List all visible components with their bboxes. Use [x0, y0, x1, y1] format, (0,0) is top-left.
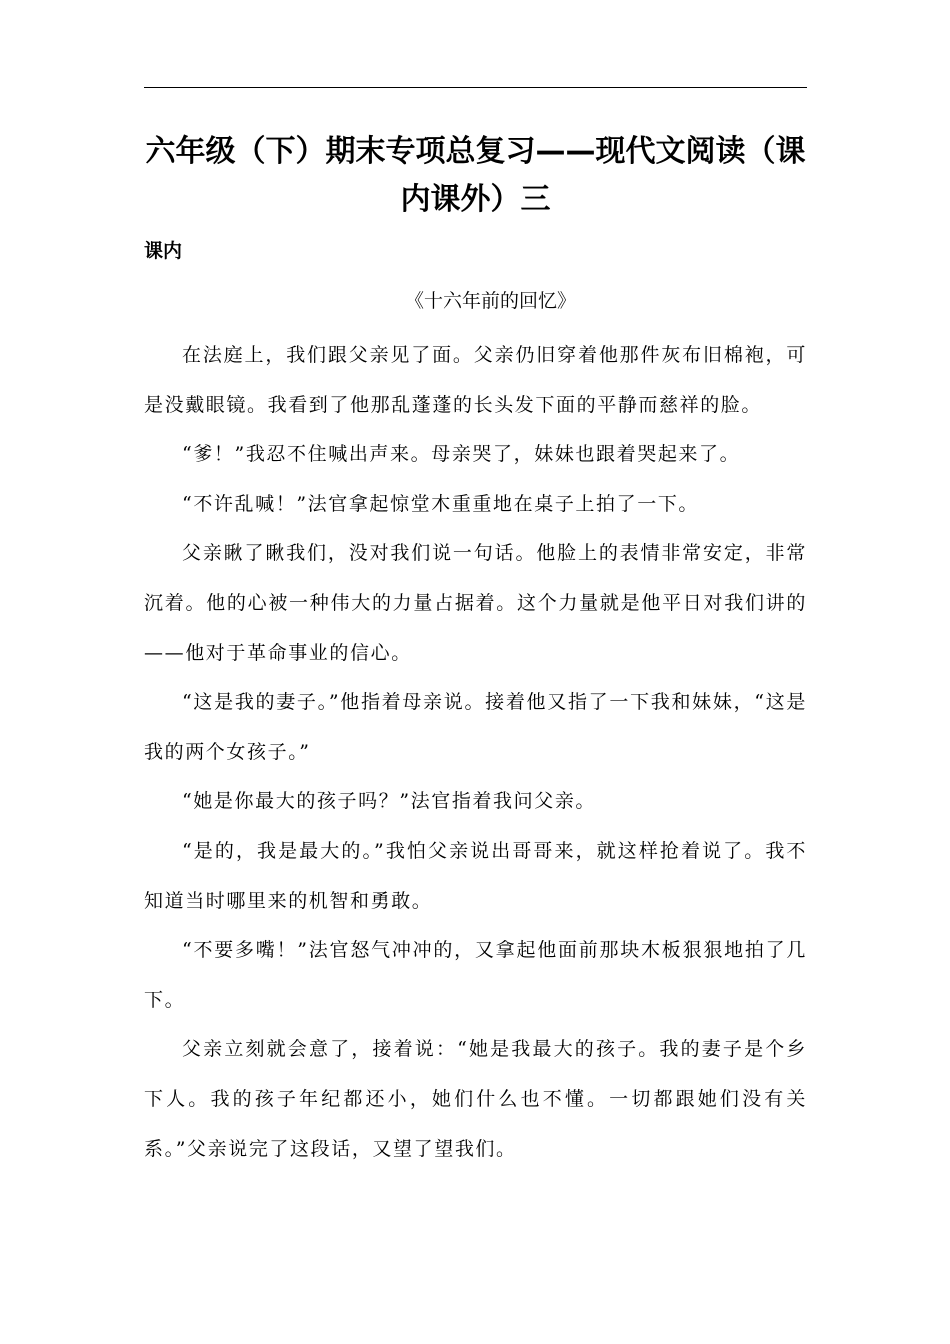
paragraph: 在法庭上，我们跟父亲见了面。父亲仍旧穿着他那件灰布旧棉袍，可是没戴眼镜。我看到了他那乱蓬蓬的长头发下面的平静而慈祥的脸。 — [144, 344, 807, 416]
article-title: 《十六年前的回忆》 — [404, 290, 576, 312]
paragraph: “爹！”我忍不住喊出声来。母亲哭了，妹妹也跟着哭起来了。 — [182, 443, 741, 466]
header-rule — [144, 87, 807, 88]
paragraph: “她是你最大的孩子吗？”法官指着我问父亲。 — [182, 790, 597, 813]
section-label: 课内 — [144, 240, 183, 262]
paragraph: “不许乱喊！”法官拿起惊堂木重重地在桌子上拍了一下。 — [182, 492, 700, 515]
paragraph: 父亲瞅了瞅我们，没对我们说一句话。他脸上的表情非常安定，非常沉着。他的心被一种伟大的力量占据着。这个力量就是他平日对我们讲的——他对于革命事业的信心。 — [144, 542, 807, 664]
paragraph: “这是我的妻子。”他指着母亲说。接着他又指了一下我和妹妹，“这是我的两个女孩子。” — [144, 691, 807, 763]
article-body — [144, 331, 807, 1174]
paragraph: “是的，我是最大的。”我怕父亲说出哥哥来，就这样抢着说了。我不知道当时哪里来的机智和勇敢。 — [144, 839, 807, 912]
document-title: 六年级（下）期末专项总复习——现代文阅读（课内课外）三 — [145, 134, 806, 217]
paragraph: 父亲立刻就会意了，接着说：“她是我最大的孩子。我的妻子是个乡下人。我的孩子年纪都还小，她们什么也不懂。一切都跟她们没有关系。”父亲说完了这段话，又望了望我们。 — [144, 1038, 807, 1160]
paragraph: “不要多嘴！”法官怒气冲冲的，又拿起他面前那块木板狠狠地拍了几下。 — [144, 939, 807, 1011]
